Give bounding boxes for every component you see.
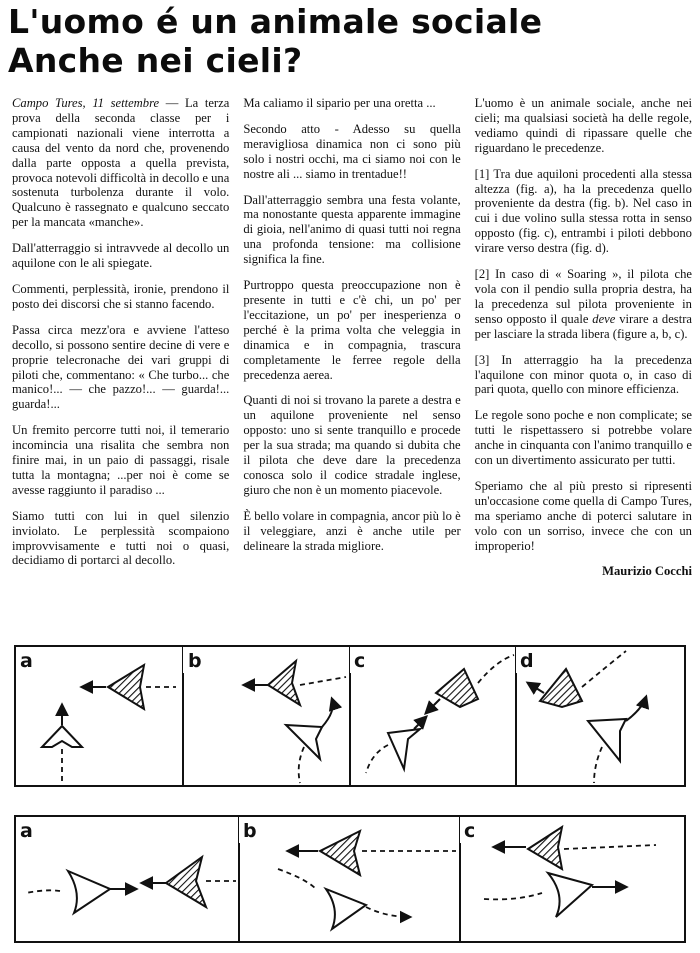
paragraph: Le regole sono poche e non complicate; se tutti le rispettassero si potrebbe volare anche in cinquanta con l'animo tranquillo e con un divertimento assicurato per tutti.: [474, 408, 692, 468]
dateline: Campo Tures, 11 settembre: [12, 96, 160, 110]
panel-label: c: [464, 820, 476, 842]
figure-top-svg: [16, 647, 684, 785]
paragraph: Passa circa mezz'ora e avviene l'atteso decollo, si possono sentire decine di vere e proprie telecronache dei vari gruppi di piloti che, commentano: « Che turbo... che manico!... — che pazzo!... — guarda!... guarda!...: [12, 322, 230, 412]
panel-label: b: [243, 820, 257, 842]
paragraph: Commenti, perplessità, ironie, prendono il posto dei discorsi che si stanno facendo.: [12, 281, 230, 311]
kite-glider-outline: [388, 729, 420, 769]
paragraph: Siamo tutti con lui in quel silenzio inviolato. Le perplessità scompaiono improvvisamente e tutti noi o quasi, decidiamo di portarci al decollo.: [12, 508, 230, 568]
panel-c: [460, 817, 656, 917]
article-body: [12, 96, 692, 628]
panel-label: a: [20, 650, 33, 672]
kite-glider-hatched: [528, 827, 562, 869]
paragraph: Secondo atto - Adesso su quella meravigliosa dinamica non ci sono più solo i nostri occhi, ma ci siamo noi con le nostre ali ... siamo in trentadue!!: [243, 121, 461, 181]
headline: [8, 2, 698, 80]
paragraph: Un fremito percorre tutti noi, il temerario incomincia una risalita che sembra non finire mai, in un paio di passaggi, risale tutta la montagna; ...per noi è come se avesse raggiunto il paradiso ...: [12, 423, 230, 497]
panel-c: [350, 647, 514, 773]
paragraph: Purtroppo questa preoccupazione non è presente in tutti e c'è chi, un po' per l'eccitazione, un po' per inesperienza o perché è la prima volta che veleggia in dinamica e in compagnia, trascura completamente le ferree regole della precedenza aerea.: [243, 278, 461, 382]
paragraph: Dall'atterraggio sembra una festa volante, ma nonostante questa apparente immagine di gioia, nell'animo di quasi tutti noi regna una profonda tensione: ma collisione significa la fine.: [243, 192, 461, 267]
panel-label: b: [188, 650, 202, 672]
kite-glider-outline: [68, 871, 110, 913]
kite-glider-outline: [588, 719, 626, 761]
panel-b: [183, 647, 346, 783]
kite-glider-hatched: [268, 661, 300, 705]
rule-1-paragraph: [1] Tra due aquiloni procedenti alla stessa altezza (fig. a), ha la precedenza quello proveniente da destra (fig. b). Nel caso in cui i due volino sulla stessa rotta in senso opposto (fig. c), entrambi i piloti debbono virare verso destra (fig. d).: [474, 166, 692, 256]
kite-glider-outline: [326, 889, 366, 929]
panel-a: [16, 817, 236, 913]
kite-glider-hatched: [108, 665, 144, 709]
byline: Maurizio Cocchi: [602, 564, 692, 579]
panel-label: a: [20, 820, 33, 842]
rule-3-paragraph: [3] In atterraggio ha la precedenza l'aquilone con minor quota o, in caso di pari quota, quello con minore efficienza.: [474, 352, 692, 397]
panel-label: d: [520, 650, 534, 672]
rule-2-paragraph: [2] In caso di « Soaring », il pilota che vola con il pendio sulla propria destra, ha la precedenza sul pilota proveniente in senso opposto il quale deve virare a destra per lasciare la strada libera (figure a, b, c).: [474, 267, 692, 341]
panel-a: [16, 647, 176, 781]
figure-top-strip: [14, 645, 686, 787]
kite-glider-outline: [286, 725, 322, 759]
kite-glider-outline: [548, 873, 592, 917]
panel-d: [516, 647, 646, 783]
paragraph: Ma caliamo il sipario per una oretta ...: [243, 96, 436, 110]
kite-glider-hatched: [166, 857, 206, 907]
headline-line-2: Anche nei cieli?: [8, 41, 303, 80]
panel-b: [239, 817, 456, 929]
paragraph: È bello volare in compagnia, ancor più lo è il veleggiare, anzi è anche utile per delineare la strada migliore.: [243, 508, 461, 553]
paragraph: L'uomo è un animale sociale, anche nei cieli; ma qualsiasi società ha delle regole, vediamo quindi di ripassare quelle che riguardano le precedenze.: [474, 96, 692, 155]
panel-label: c: [354, 650, 366, 672]
paragraph: Dall'atterraggio si intravvede al decollo un aquilone con le ali spiegate.: [12, 241, 230, 271]
paragraph: Speriamo che al più presto si ripresenti un'occasione come quella di Campo Tures, ma speriamo anche di poterci salutare in volo con un sorriso, invece che con un improperio!: [474, 478, 692, 553]
kite-glider-hatched: [320, 831, 360, 875]
kite-glider-outline: [42, 726, 82, 747]
figure-bottom-strip: [14, 815, 686, 943]
figure-bottom-svg: [16, 817, 684, 941]
kite-glider-hatched: [436, 669, 478, 707]
paragraph: Campo Tures, 11 settembre — La terza prova della seconda classe per i campionati nazionali viene interrotta a causa del vento da nord che, provenendo dalla parte opposta a quella prevista, provoca notevoli difficoltà in decollo e una sostenuta turbolenza durante il volo. Qualcuno è rassegnato e qualcuno seccato per la mancata «manche».: [12, 96, 230, 230]
kite-glider-hatched: [540, 669, 582, 707]
paragraph: Quanti di noi si trovano la parete a destra e un aquilone proveniente nel senso opposto: uno si sente tranquillo e procede per la sua strada; ma quando si dubita che il pilota che deve dare la precedenza conosca solo il codice stradale inglese, giuro che non è un momento piacevole.: [243, 393, 461, 497]
headline-line-1: L'uomo é un animale sociale: [8, 2, 543, 41]
